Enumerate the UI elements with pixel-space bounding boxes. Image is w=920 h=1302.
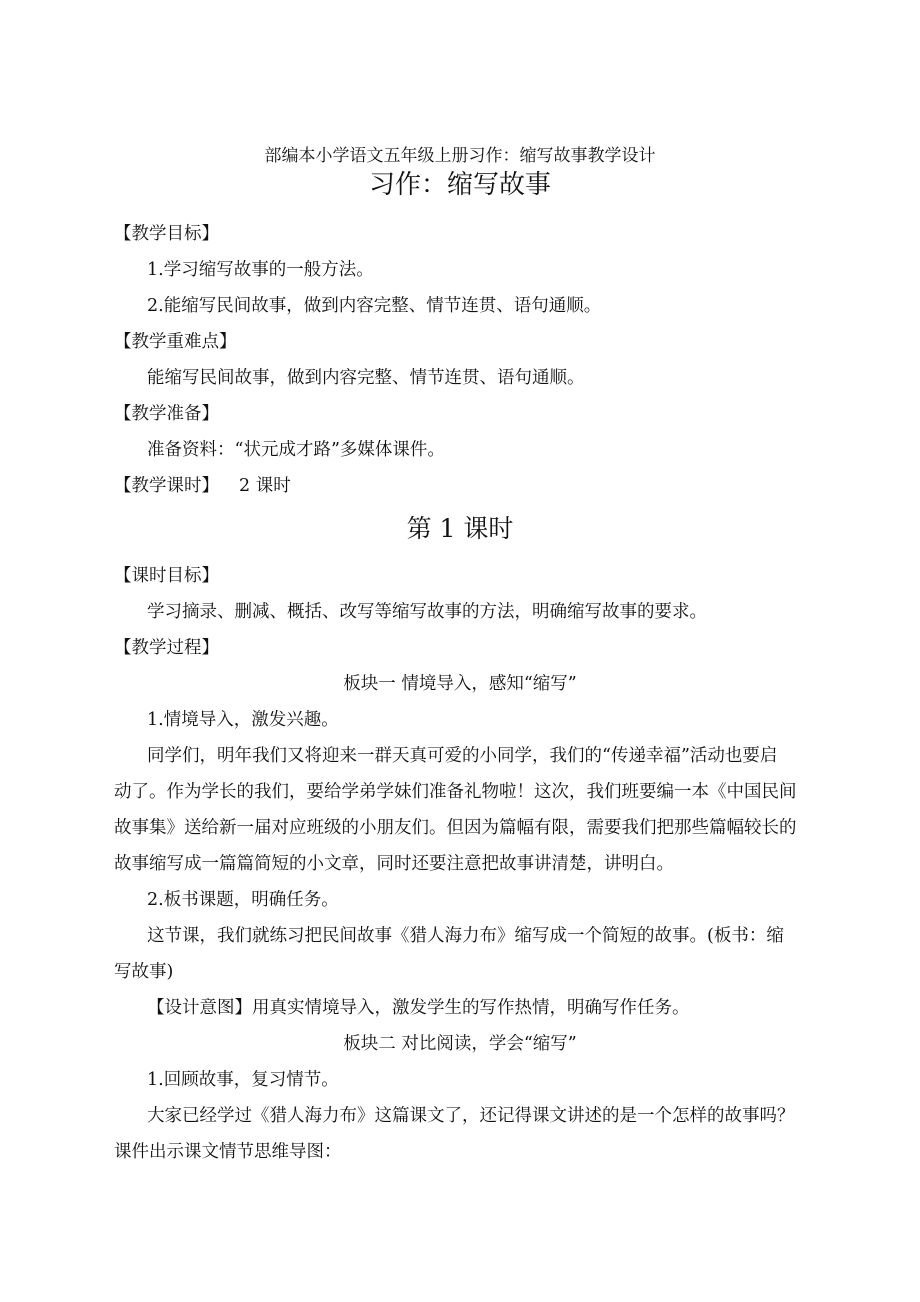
key-points-text: 能缩写民间故事，做到内容完整、情节连贯、语句通顺。 [147, 368, 585, 388]
step-text: 1.情境导入，激发兴趣。 [147, 710, 339, 730]
paragraph-line: 故事集》送给新一届对应班级的小朋友们。但因为篇幅有限，需要我们把那些篇幅较长的 [114, 818, 797, 838]
process-header: 【教学过程】 [114, 638, 219, 658]
objective-item: 2.能缩写民间故事，做到内容完整、情节连贯、语句通顺。 [147, 296, 602, 316]
step-text: 1.回顾故事，复习情节。 [147, 1070, 339, 1090]
key-points-header: 【教学重难点】 [114, 332, 237, 352]
paragraph-line: 课件出示课文情节思维导图： [114, 1142, 342, 1162]
objectives-header: 【教学目标】 [114, 224, 219, 244]
design-intent: 【设计意图】用真实情境导入，激发学生的写作热情，明确写作任务。 [147, 998, 690, 1018]
section-title-1: 板块一 情境导入，感知“缩写” [343, 674, 577, 694]
preparation-text: 准备资料：“状元成才路”多媒体课件。 [147, 440, 445, 460]
paragraph-line: 同学们，明年我们又将迎来一群天真可爱的小同学，我们的“传递幸福”活动也要启 [147, 746, 778, 766]
main-title: 习作：缩写故事 [368, 170, 551, 200]
lesson-objective-text: 学习摘录、删减、概括、改写等缩写故事的方法，明确缩写故事的要求。 [147, 602, 707, 622]
objective-item: 1.学习缩写故事的一般方法。 [147, 260, 374, 280]
lesson-objective-header: 【课时目标】 [114, 566, 219, 586]
paragraph-line: 故事缩写成一篇篇简短的小文章，同时还要注意把故事讲清楚，讲明白。 [114, 854, 674, 874]
hours-value: 2 课时 [239, 476, 291, 496]
step-text: 2.板书课题，明确任务。 [147, 890, 339, 910]
paragraph-line: 大家已经学过《猎人海力布》这篇课文了，还记得课文讲述的是一个怎样的故事吗？ [147, 1106, 795, 1126]
doc-title: 部编本小学语文五年级上册习作：缩写故事教学设计 [264, 146, 656, 166]
paragraph-line: 这节课，我们就练习把民间故事《猎人海力布》缩写成一个简短的故事。(板书：缩 [147, 926, 784, 946]
paragraph-line: 写故事) [114, 962, 174, 982]
hours-row [114, 474, 291, 498]
lesson-title: 第 1 课时 [406, 514, 514, 543]
section-title-2: 板块二 对比阅读，学会“缩写” [343, 1034, 577, 1054]
preparation-header: 【教学准备】 [114, 404, 219, 424]
paragraph-line: 动了。作为学长的我们，要给学弟学妹们准备礼物啦！这次，我们班要编一本《中国民间 [114, 782, 797, 802]
hours-header: 【教学课时】 [114, 476, 219, 496]
